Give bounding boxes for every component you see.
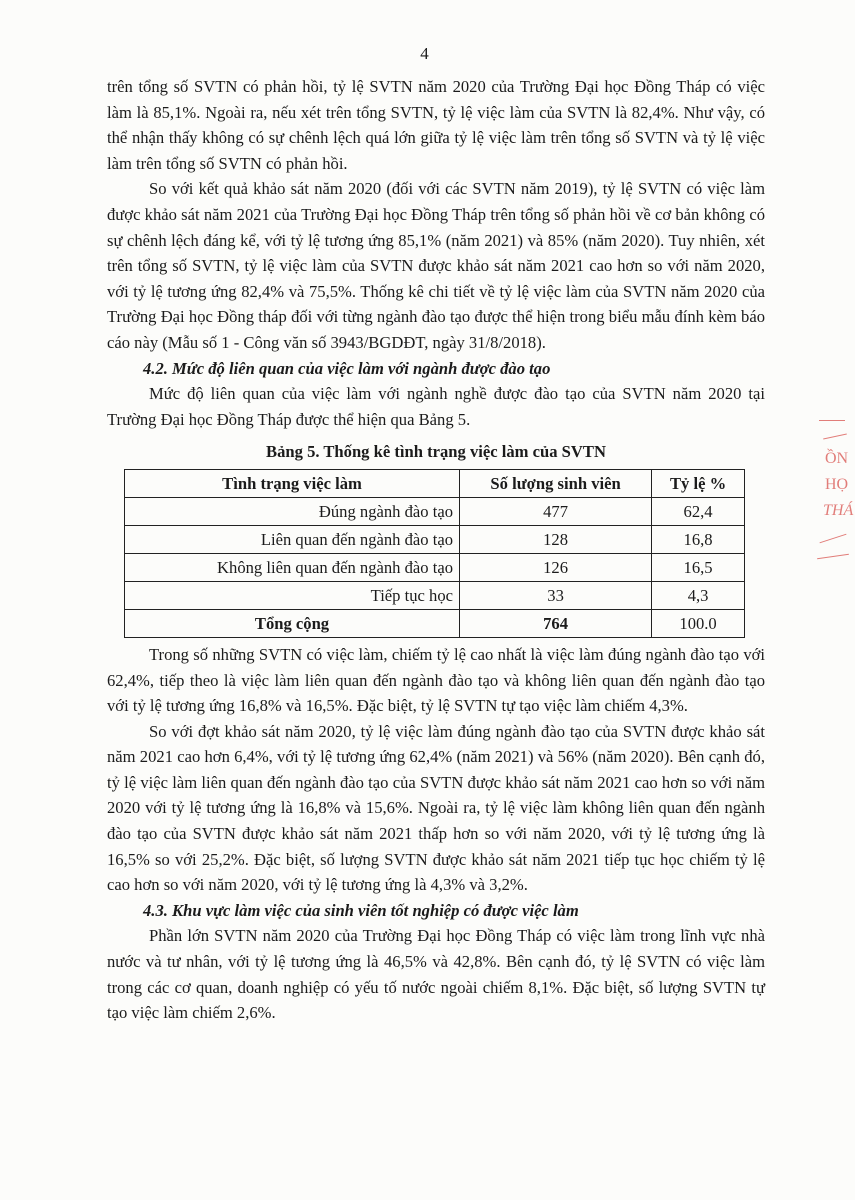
employment-status-table [124,469,745,638]
stamp-line [823,434,847,440]
paragraph-4-3: Phần lớn SVTN năm 2020 của Trường Đại học Đồng Tháp có việc làm trong lĩnh vực nhà nước và tư nhân, với tỷ lệ tương ứng là 46,5% và 42,8%. Bên cạnh đó, tỷ lệ SVTN có việc làm trong các cơ quan, doanh nghiệp có yếu tố nước ngoài chiếm 8,1%. Đặc biệt, số lượng SVTN tự tạo việc làm chiếm 2,6%. [107,926,765,1023]
stamp-line [820,534,847,544]
table-cell-percent: 62,4 [652,497,745,525]
table-cell-percent: 16,5 [652,553,745,581]
table-header-count: Số lượng sinh viên [460,469,652,497]
table-row [125,581,745,609]
table-cell-count: 126 [460,553,652,581]
document-body [107,74,765,1026]
table-total-row [125,609,745,637]
paragraph-comparison-2020: So với kết quả khảo sát năm 2020 (đối với các SVTN năm 2019), tỷ lệ SVTN có việc làm được khảo sát năm 2021 của Trường Đại học Đồng Tháp trên tổng số phản hồi về cơ bản không có sự chênh lệch đáng kể, với tỷ lệ tương ứng 85,1% (năm 2021) và 85% (năm 2020). Tuy nhiên, xét trên tổng số SVTN, tỷ lệ việc làm của SVTN được khảo sát năm 2021 cao hơn so với năm 2020, với tỷ lệ tương ứng 82,4% và 75,5%. Thống kê chi tiết về tỷ lệ việc làm của SVTN năm 2020 của Trường Đại học Đồng tháp đối với từng ngành đào tạo được thể hiện trong biểu mẫu đính kèm báo cáo này (Mẫu số 1 - Công văn số 3943/BGDĐT, ngày 31/8/2018). [107,179,765,352]
red-stamp-fragment [815,414,855,574]
table-total-percent: 100.0 [652,609,745,637]
stamp-text: HỌ [825,476,849,493]
paragraph-year-comparison: So với đợt khảo sát năm 2020, tỷ lệ việc làm đúng ngành đào tạo của SVTN được khảo sát năm 2021 cao hơn 6,4%, với tỷ lệ tương ứng 62,4% (năm 2021) và 56% (năm 2020). Bên cạnh đó, tỷ lệ việc làm liên quan đến ngành đào tạo của SVTN được khảo sát năm 2021 cao hơn so với năm 2020 với tỷ lệ tương ứng là 16,8% và 15,6%. Ngoài ra, tỷ lệ việc làm không liên quan đến ngành đào tạo của SVTN được khảo sát năm 2021 thấp hơn so với năm 2020, với tỷ lệ tương ứng là 16,5% so với 25,2%. Đặc biệt, số lượng SVTN được khảo sát năm 2021 tiếp tục học chiếm tỷ lệ cao hơn so với năm 2020, với tỷ lệ tương ứng là 4,3% và 3,2%. [107,721,765,895]
paragraph-4-2-intro: Mức độ liên quan của việc làm với ngành nghề được đào tạo của SVTN năm 2020 tại Trường Đại học Đồng Tháp được thể hiện qua Bảng 5. [107,384,765,429]
table-header-row [125,469,745,497]
section-heading-4-3: 4.3. Khu vực làm việc của sinh viên tốt nghiệp có được việc làm [143,900,579,920]
table-total-count: 764 [460,609,652,637]
stamp-text: THÁ [823,502,854,519]
paragraph-continuation: trên tổng số SVTN có phản hồi, tỷ lệ SVTN năm 2020 của Trường Đại học Đồng Tháp có việc làm là 85,1%. Ngoài ra, nếu xét trên tổng SVTN, tỷ lệ việc làm của SVTN là 82,4%. Như vậy, có thể nhận thấy không có sự chênh lệch quá lớn giữa tỷ lệ việc làm trên tổng số SVTN và tỷ lệ việc làm trên tổng số SVTN có phản hồi. [107,77,765,173]
table-header-status: Tình trạng việc làm [125,469,460,497]
table-row [125,497,745,525]
table-cell-status: Đúng ngành đào tạo [125,497,460,525]
table-total-label: Tổng cộng [125,609,460,637]
table-title: Bảng 5. Thống kê tình trạng việc làm của SVTN [266,442,606,462]
table-row [125,553,745,581]
paragraph-table-analysis: Trong số những SVTN có việc làm, chiếm tỷ lệ cao nhất là việc làm đúng ngành đào tạo với 62,4%, tiếp theo là việc làm liên quan đến ngành đào tạo và không liên quan đến ngành đào tạo với tỷ lệ tương ứng 16,8% và 16,5%. Đặc biệt, tỷ lệ SVTN tự tạo việc làm chiếm 4,3%. [107,644,765,716]
stamp-line [817,554,849,559]
table-cell-status: Tiếp tục học [125,581,460,609]
table-header-percent: Tỷ lệ % [652,469,745,497]
table-cell-count: 128 [460,525,652,553]
table-cell-status: Không liên quan đến ngành đào tạo [125,553,460,581]
table-cell-status: Liên quan đến ngành đào tạo [125,525,460,553]
table-cell-percent: 4,3 [652,581,745,609]
table-cell-count: 33 [460,581,652,609]
table-cell-percent: 16,8 [652,525,745,553]
page-number: 4 [420,44,429,63]
stamp-line [819,420,845,421]
table-row [125,525,745,553]
stamp-text: ỒN [825,450,849,467]
section-heading-4-2: 4.2. Mức độ liên quan của việc làm với ngành được đào tạo [143,358,551,378]
table-cell-count: 477 [460,497,652,525]
